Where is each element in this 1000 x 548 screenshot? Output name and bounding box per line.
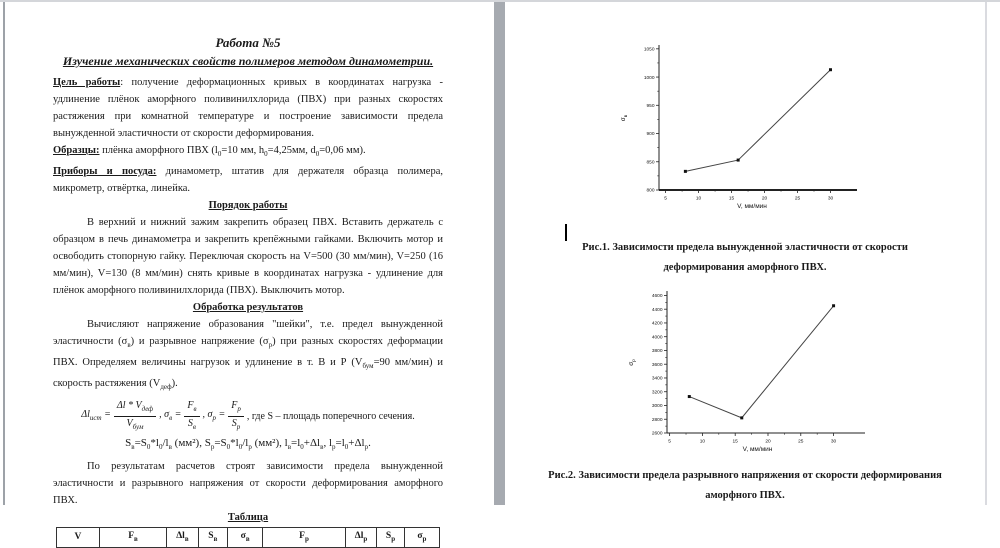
svg-text:950: 950: [646, 103, 655, 109]
table-header-cell[interactable]: $S_в$: [198, 527, 227, 548]
goal-text: : получение деформационных кривых в координатах нагрузка - удлинение плёнок аморфного поливинилхлорида (ПВХ) при разных скоростях растяжения при комнатной температуре и построение зависимости предела вынужденной эластичности от скорости деформирования.: [53, 77, 443, 139]
formula-sigma-v: , $\sigma_в$ =: [159, 409, 182, 423]
heading-table[interactable]: Таблица: [227, 511, 269, 523]
svg-text:30: 30: [827, 196, 834, 202]
table-header-cell[interactable]: $F_р$: [263, 527, 346, 548]
text-cursor: [565, 224, 567, 241]
svg-text:20: 20: [765, 439, 771, 445]
figure-1-caption[interactable]: Рис.1. Зависимости предела вынужденной эластичности от скорости деформирования аморфного ПВХ.: [582, 242, 908, 273]
formula-line-1[interactable]: [53, 400, 443, 433]
svg-text:10: 10: [699, 439, 706, 445]
svg-text:25: 25: [794, 196, 801, 202]
svg-text:30: 30: [830, 439, 837, 445]
page-gutter: [494, 0, 505, 505]
samples-text: плёнка аморфного ПВХ ($l_0=10$ мм, $h_0=4,25мм$, $d_0=0,06$ мм).: [99, 145, 366, 159]
table-header-cell[interactable]: $\sigma_в$: [228, 527, 263, 548]
svg-text:3800: 3800: [651, 349, 663, 355]
table-header-cell[interactable]: $F_в$: [99, 527, 166, 548]
svg-text:3400: 3400: [651, 376, 663, 382]
heading-results[interactable]: Обработка результатов: [192, 302, 304, 314]
svg-text:4200: 4200: [651, 321, 663, 327]
formula-fraction-3: $\frac{F_р}{S_р}$: [228, 400, 244, 433]
heading-procedure[interactable]: Порядок работы: [208, 200, 288, 212]
svg-text:900: 900: [646, 132, 655, 138]
formula-line-2[interactable]: $S_в=S_0*l_0/l_в$ (мм²), $S_р=S_0*l_0/l_р$ (мм²), $l_в=l_0+\Delta l_в$, $l_р=l_0+\Delta l_р$.: [125, 437, 371, 452]
formula-fraction-2: $\frac{F_в}{S_в}$: [184, 400, 199, 433]
svg-text:15: 15: [732, 439, 738, 445]
svg-text:σр: $\sigma_р$: [628, 359, 636, 366]
svg-text:20: 20: [761, 196, 768, 202]
svg-text:850: 850: [646, 160, 655, 166]
svg-text:4400: 4400: [651, 307, 663, 313]
svg-text:V, мм/мин: V, мм/мин: [737, 203, 767, 210]
window-top-border: [0, 0, 1000, 2]
paragraph-samples[interactable]: [53, 142, 443, 163]
svg-text:1050: 1050: [643, 47, 655, 53]
document-page-1[interactable]: [5, 2, 494, 543]
table-header-row: [57, 527, 440, 548]
results-table[interactable]: [56, 527, 440, 548]
svg-text:5: 5: [664, 196, 667, 202]
svg-text:15: 15: [728, 196, 735, 202]
svg-text:4000: 4000: [651, 335, 663, 341]
svg-text:3200: 3200: [651, 390, 663, 396]
svg-text:25: 25: [798, 439, 804, 445]
formula-sigma-p: , $\sigma_р$ =: [202, 409, 226, 423]
table-header-cell[interactable]: $\sigma_р$: [404, 527, 439, 548]
page1-text-block: [53, 34, 443, 548]
tools-text: динамометр, штатив для держателя образца полимера, микрометр, отвёртка, линейка.: [53, 166, 443, 195]
svg-text:4600: 4600: [651, 294, 663, 300]
table-header-cell[interactable]: $S_р$: [377, 527, 405, 548]
svg-text:V, мм/мин: V, мм/мин: [742, 446, 773, 453]
svg-text:800: 800: [646, 188, 655, 194]
svg-text:1000: 1000: [643, 75, 655, 81]
samples-label: Образцы:: [53, 145, 100, 156]
page-left-edge-line: [3, 0, 5, 505]
table-header-cell[interactable]: V: [57, 527, 100, 548]
paragraph-results[interactable]: Вычисляют напряжение образования "шейки", т.е. предел вынужденной эластичности $(\sigma_в)$ и разрывное напряжение $(\sigma_р)$ при разных скоростях деформации ПВХ. Определяем величины нагрузок и удлинение в т. В и Р ($V_{бум}=90$ мм/мин) и скорость растяжения $(V_{деф})$.: [53, 319, 443, 392]
figure-2-chart[interactable]: [620, 288, 870, 473]
paragraph-procedure[interactable]: В верхний и нижний зажим закрепить образец ПВХ. Вставить держатель с образцом в печь динамометра и закрепить крепёжными гайками. Включить мотор и освободить стопорную гайку. Переключая скорость на V=500 (30 мм/мин), V=250 (16 мм/мин), V=130 (8 мм/мин) снять кривые в координатах нагрузка - удлинение для плёнок аморфного поливинилхлорида (ПВХ). Выключить мотор.: [53, 217, 443, 297]
svg-text:2600: 2600: [651, 431, 663, 437]
doc-title[interactable]: Работа №5: [215, 35, 281, 50]
tools-label: Приборы и посуда:: [53, 166, 157, 178]
goal-label: Цель работы: [53, 77, 121, 88]
svg-text:10: 10: [695, 196, 702, 202]
table-header-cell[interactable]: $\Delta l_р$: [345, 527, 376, 548]
svg-text:3000: 3000: [651, 404, 663, 410]
paragraph-tools[interactable]: [53, 163, 443, 197]
formula-fraction-1: $\frac{\Delta l * V_{деф}}{V_{бум}}$: [114, 400, 156, 433]
paragraph-conclusion[interactable]: По результатам расчетов строят зависимости предела вынужденной эластичности и разрывного напряжения от скорости деформирования аморфного ПВХ.: [53, 460, 443, 506]
table-header-cell[interactable]: $\Delta l_в$: [167, 527, 198, 548]
figure-1-chart[interactable]: [612, 30, 862, 225]
svg-text:5: 5: [668, 439, 671, 445]
doc-subtitle[interactable]: Изучение механических свойств полимеров методом динамометрии.: [62, 54, 434, 68]
page-right-edge-line: [985, 0, 987, 505]
paragraph-goal[interactable]: [53, 74, 443, 142]
formula-lhs: $\Delta l_{ист}$ =: [81, 409, 111, 423]
figure-2-caption[interactable]: Рис.2. Зависимости предела разрывного напряжения от скорости деформирования аморфного ПВХ.: [548, 470, 942, 501]
formula-tail: , где S – площадь поперечного сечения.: [246, 410, 415, 422]
document-page-2[interactable]: [505, 2, 986, 505]
svg-text:3600: 3600: [651, 362, 663, 368]
svg-text:2800: 2800: [651, 417, 663, 423]
svg-text:σв: $\sigma_в$: [620, 114, 628, 122]
